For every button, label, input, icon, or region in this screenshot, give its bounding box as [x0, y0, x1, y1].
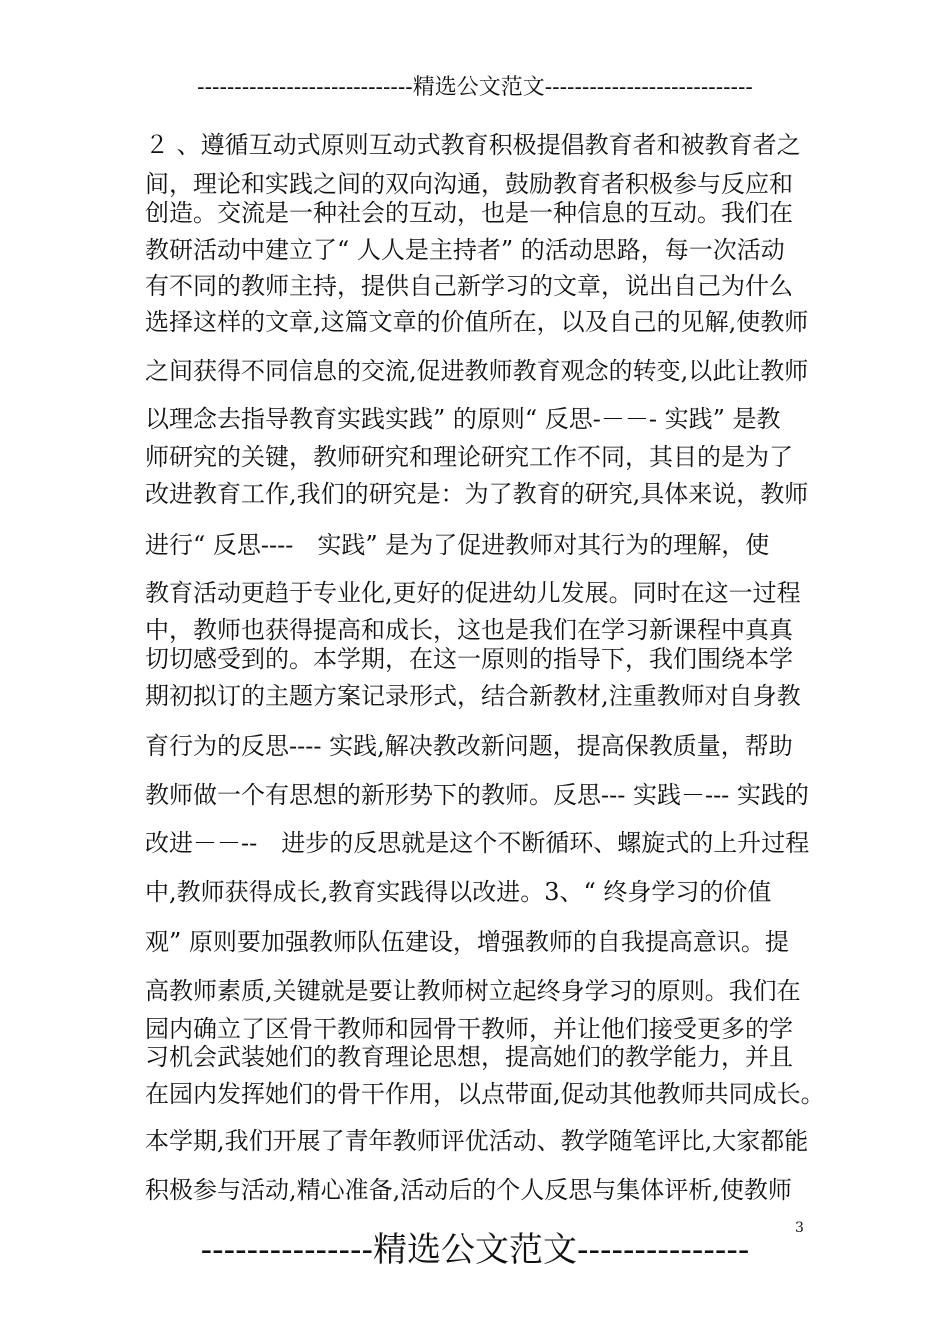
- body-line-18: 改进－－-- 进步的反思就是这个不断循环、螺旋式的上升过程: [145, 829, 810, 857]
- body-line-7: 之间获得不同信息的交流,促进教师教育观念的转变,以此让教师: [145, 357, 809, 385]
- body-line-15: 期初拟订的主题方案记录形式，结合新教材,注重教师对自身教: [145, 682, 801, 710]
- body-line-2: 间，理论和实践之间的双向沟通，鼓励教育者积极参与反应和: [145, 170, 793, 198]
- body-line-6: 选择这样的文章,这篇文章的价值所在，以及自己的见解,使教师: [145, 308, 809, 336]
- body-line-26: 积极参与活动,精心准备,活动后的个人反思与集体评析,使教师: [145, 1176, 792, 1204]
- page-number: 3: [795, 1220, 804, 1236]
- body-line-23: 习机会武装她们的教育理论思想，提高她们的教学能力，并且: [145, 1043, 793, 1071]
- body-line-24: 在园内发挥她们的骨干作用，以点带面,促动其他教师共同成长。: [145, 1080, 825, 1108]
- body-line-21: 高教师素质,关键就是要让教师树立起终身学习的原则。我们在: [145, 977, 801, 1005]
- body-line-11: 进行“ 反思---- 实践” 是为了促进教师对其行为的理解，使: [145, 531, 770, 559]
- body-line-13: 中，教师也获得提高和成长，这也是我们在学习新课程中真真: [145, 616, 793, 644]
- body-line-8: 以理念去指导教育实践实践” 的原则“ 反思-－－- 实践” 是教: [145, 405, 781, 433]
- body-line-20: 观” 原则要加强教师队伍建设，增强教师的自我提高意识。提: [145, 928, 789, 956]
- body-line-19: 中,教师获得成长,教育实践得以改进。3、“ 终身学习的价值: [145, 878, 772, 906]
- body-line-4: 教研活动中建立了“ 人人是主持者” 的活动思路，每一次活动: [145, 236, 785, 264]
- body-line-22: 园内确立了区骨干教师和园骨干教师，并让他们接受更多的学: [145, 1015, 793, 1043]
- body-line-9: 师研究的关键，教师研究和理论研究工作不同，其目的是为了: [145, 443, 793, 471]
- body-line-25: 本学期,我们开展了青年教师评优活动、教学随笔评比,大家都能: [145, 1127, 809, 1155]
- page-header: -----------------------------精选公文范文----------------------------: [197, 75, 753, 100]
- body-line-5: 有不同的教师主持，提供自己新学习的文章，说出自己为什么: [145, 272, 793, 300]
- page-footer: ---------------精选公文范文---------------: [200, 1230, 750, 1270]
- body-line-1: ２ 、遵循互动式原则互动式教育积极提倡教育者和被教育者之: [145, 131, 801, 159]
- body-line-14: 切切感受到的。本学期，在这一原则的指导下，我们围绕本学: [145, 645, 793, 673]
- body-line-16: 育行为的反思---- 实践,解决教改新问题，提高保教质量，帮助: [145, 732, 793, 760]
- body-line-3: 创造。交流是一种社会的互动，也是一种信息的互动。我们在: [145, 199, 793, 227]
- body-line-12: 教育活动更趋于专业化,更好的促进幼儿发展。同时在这一过程: [145, 579, 801, 607]
- body-line-17: 教师做一个有思想的新形势下的教师。反思--- 实践－--- 实践的: [145, 781, 809, 809]
- body-line-10: 改进教育工作,我们的研究是：为了教育的研究,具体来说，教师: [145, 480, 809, 508]
